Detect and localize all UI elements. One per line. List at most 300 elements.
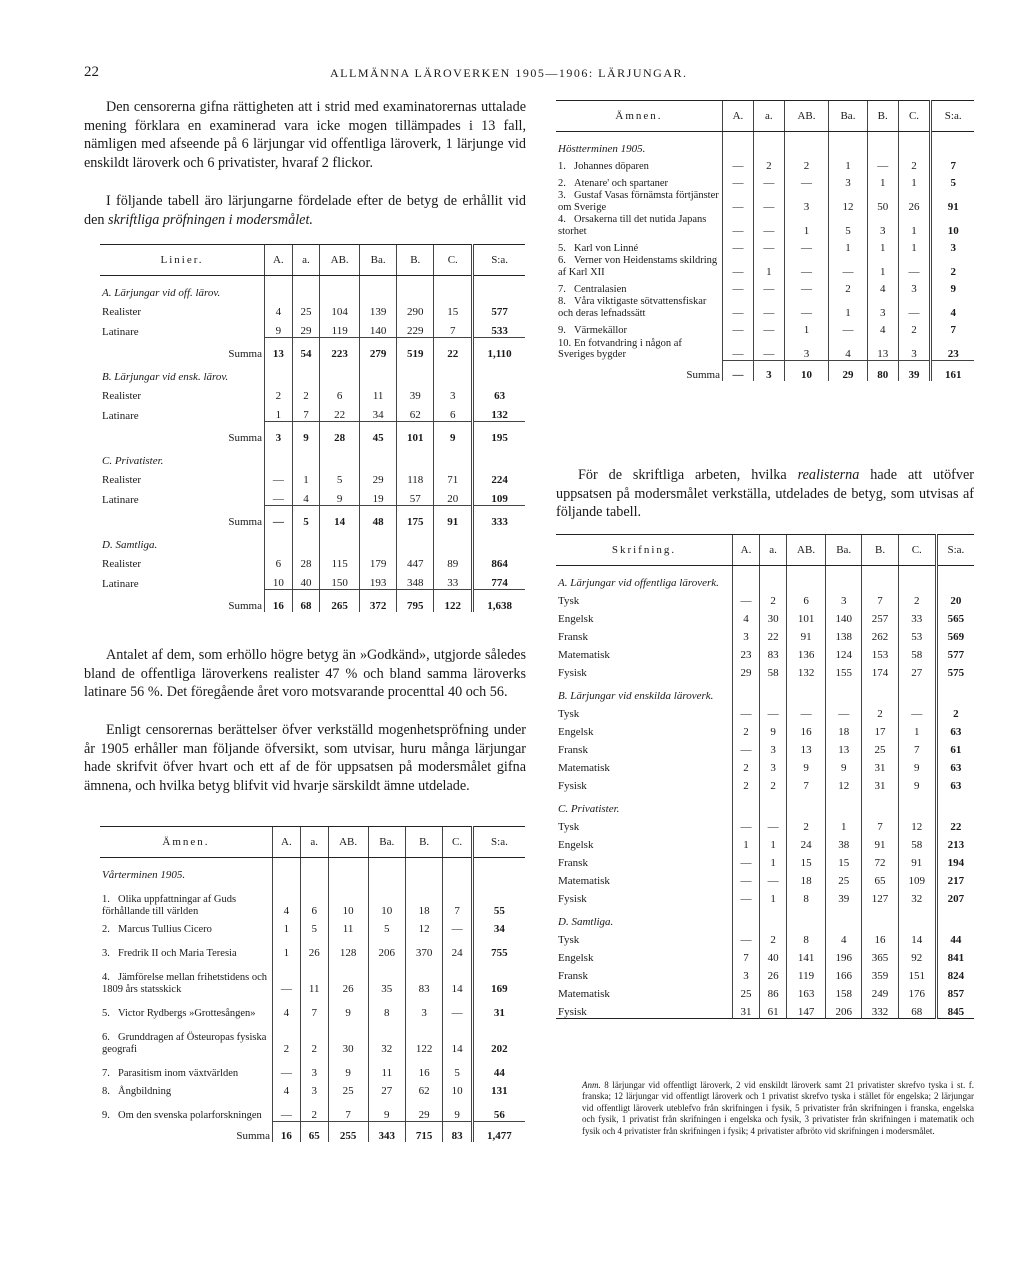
- table-row: [556, 661, 974, 679]
- cell-value: 150: [320, 570, 360, 590]
- cell-value: 3: [733, 625, 760, 643]
- cell-value: 169: [472, 959, 525, 995]
- cell-empty: [760, 566, 787, 590]
- cell-value: 16: [862, 928, 898, 946]
- cell-value: 715: [405, 1122, 442, 1143]
- cell-value: —: [784, 254, 828, 278]
- cell-value: 2: [784, 155, 828, 172]
- grade-header: a.: [300, 827, 328, 858]
- cell-value: —: [829, 254, 868, 278]
- row-label: Tysk: [558, 595, 580, 607]
- table-row: [556, 815, 974, 833]
- row-label: [556, 172, 723, 189]
- running-header: ALLMÄNNA LÄROVERKEN 1905—1906: LÄRJUNGAR.: [330, 66, 688, 80]
- cell-value: 224: [473, 467, 525, 486]
- cell-value: 61: [936, 738, 974, 756]
- row-number: 2.: [558, 177, 566, 189]
- cell-value: 122: [434, 590, 473, 613]
- page-number: 22: [84, 64, 99, 80]
- cell-value: 223: [320, 338, 360, 361]
- cell-empty: [320, 444, 360, 467]
- cell-value: —: [753, 189, 784, 213]
- row-label: Summa: [228, 600, 262, 612]
- cell-value: 3: [784, 189, 828, 213]
- row-title: Ångbildning: [118, 1085, 172, 1097]
- row-title: Victor Rydbergs »Grottesången»: [118, 1007, 256, 1019]
- cell-value: —: [273, 1097, 301, 1122]
- section-heading: D. Samtliga.: [102, 539, 158, 551]
- cell-value: 61: [760, 1000, 787, 1019]
- table-row: [556, 720, 974, 738]
- row-number: 7.: [102, 1067, 110, 1079]
- cell-empty: [472, 858, 525, 882]
- row-label: Matematisk: [558, 988, 610, 1000]
- cell-value: 6: [434, 402, 473, 422]
- cell-value: 139: [360, 299, 397, 318]
- table-row: [556, 589, 974, 607]
- cell-empty: [273, 858, 301, 882]
- cell-value: 9: [320, 486, 360, 506]
- grade-header: a.: [760, 535, 787, 566]
- cell-value: 89: [434, 551, 473, 570]
- row-label: Summa: [228, 516, 262, 528]
- cell-value: 2: [787, 815, 826, 833]
- row-label: Realister: [102, 390, 142, 402]
- cell-value: 68: [292, 590, 320, 613]
- table-row: [556, 869, 974, 887]
- cell-value: 62: [405, 1079, 442, 1097]
- cell-value: 1: [273, 917, 301, 935]
- table-row: [556, 625, 974, 643]
- cell-empty: [292, 360, 320, 383]
- cell-value: 26: [328, 959, 368, 995]
- cell-value: 348: [397, 570, 434, 590]
- cell-empty: [784, 132, 828, 156]
- grade-header: A.: [273, 827, 301, 858]
- cell-value: 119: [320, 318, 360, 338]
- cell-value: —: [898, 702, 936, 720]
- cell-value: 109: [898, 869, 936, 887]
- cell-value: 22: [320, 402, 360, 422]
- row-label: Fransk: [558, 970, 588, 982]
- cell-value: 28: [292, 551, 320, 570]
- table-row: [100, 318, 525, 338]
- footnote-label: Anm.: [582, 1080, 601, 1090]
- table-row: [556, 833, 974, 851]
- cell-value: 4: [273, 1079, 301, 1097]
- cell-value: 27: [898, 661, 936, 679]
- section-heading: Vårterminen 1905.: [102, 869, 186, 881]
- cell-value: 5: [443, 1055, 473, 1079]
- cell-value: —: [723, 336, 754, 361]
- paragraph-emphasis: realisterna: [797, 467, 860, 483]
- cell-value: 565: [936, 607, 974, 625]
- cell-value: 29: [405, 1097, 442, 1122]
- paragraph-text: I följande tabell äro lärjungarne fördelade efter de betyg de erhållit vid den: [84, 193, 526, 228]
- row-label: [100, 881, 273, 917]
- table-header-row: [556, 535, 974, 566]
- cell-value: 7: [300, 995, 328, 1019]
- row-label: Engelsk: [558, 613, 594, 625]
- cell-value: 23: [733, 643, 760, 661]
- cell-value: 16: [405, 1055, 442, 1079]
- row-label: [556, 213, 723, 237]
- cell-value: 2: [273, 1019, 301, 1055]
- cell-value: —: [753, 295, 784, 319]
- cell-value: 176: [898, 982, 936, 1000]
- cell-value: 1,638: [473, 590, 525, 613]
- cell-value: 857: [936, 982, 974, 1000]
- cell-value: 15: [434, 299, 473, 318]
- section-heading: D. Samtliga.: [558, 916, 614, 928]
- cell-empty: [405, 858, 442, 882]
- table-row: [100, 1097, 525, 1122]
- cell-value: 9: [434, 422, 473, 445]
- row-label: [100, 1019, 273, 1055]
- cell-empty: [723, 132, 754, 156]
- row-label: [100, 1055, 273, 1079]
- cell-value: 34: [472, 917, 525, 935]
- cell-value: —: [723, 237, 754, 254]
- cell-value: 5: [300, 917, 328, 935]
- cell-value: 16: [787, 720, 826, 738]
- cell-value: 179: [360, 551, 397, 570]
- cell-value: 577: [473, 299, 525, 318]
- cell-value: 53: [898, 625, 936, 643]
- cell-empty: [787, 905, 826, 928]
- grade-header: B.: [862, 535, 898, 566]
- row-label: Matematisk: [558, 762, 610, 774]
- row-label: Summa: [228, 432, 262, 444]
- table-row: [556, 336, 974, 361]
- cell-value: —: [733, 869, 760, 887]
- cell-value: 92: [898, 946, 936, 964]
- cell-empty: [760, 792, 787, 815]
- cell-value: 10: [443, 1079, 473, 1097]
- grade-header: A.: [265, 245, 293, 276]
- cell-value: 38: [826, 833, 862, 851]
- cell-value: —: [760, 702, 787, 720]
- cell-value: 57: [397, 486, 434, 506]
- row-number: 4.: [102, 972, 110, 983]
- cell-value: —: [784, 278, 828, 295]
- cell-value: 4: [273, 881, 301, 917]
- paragraph-censors: [84, 98, 526, 172]
- cell-value: 141: [787, 946, 826, 964]
- cell-value: 22: [760, 625, 787, 643]
- section-heading: Höstterminen 1905.: [558, 143, 646, 155]
- paragraph-realister: [556, 466, 974, 522]
- cell-value: 25: [328, 1079, 368, 1097]
- cell-value: 55: [472, 881, 525, 917]
- cell-value: 2: [753, 155, 784, 172]
- row-title: Atenare' och spartaner: [574, 177, 669, 189]
- cell-value: 1: [898, 720, 936, 738]
- cell-value: 3: [300, 1079, 328, 1097]
- cell-value: 7: [787, 774, 826, 792]
- cell-value: —: [760, 815, 787, 833]
- row-label: Fysisk: [558, 780, 587, 792]
- table-row: [556, 774, 974, 792]
- cell-value: 864: [473, 551, 525, 570]
- cell-value: —: [265, 506, 293, 529]
- cell-value: —: [898, 295, 931, 319]
- cell-empty: [397, 444, 434, 467]
- cell-value: 2: [733, 720, 760, 738]
- cell-value: 50: [867, 189, 898, 213]
- row-label: [556, 278, 723, 295]
- cell-value: 19: [360, 486, 397, 506]
- cell-value: 1: [867, 254, 898, 278]
- cell-value: 9: [826, 756, 862, 774]
- cell-value: 2: [829, 278, 868, 295]
- cell-value: 25: [292, 299, 320, 318]
- cell-value: 31: [862, 774, 898, 792]
- section-heading-row: [556, 792, 974, 815]
- row-label: Fysisk: [558, 1006, 587, 1018]
- cell-empty: [898, 679, 936, 702]
- row-label: Realister: [102, 558, 142, 570]
- table-row: [556, 643, 974, 661]
- cell-empty: [829, 132, 868, 156]
- cell-value: 9: [368, 1097, 405, 1122]
- cell-value: 206: [826, 1000, 862, 1019]
- cell-value: 22: [936, 815, 974, 833]
- cell-value: 1: [898, 213, 931, 237]
- row-number: 4.: [558, 214, 566, 225]
- cell-value: —: [753, 278, 784, 295]
- cell-value: 3: [733, 964, 760, 982]
- cell-value: 3: [784, 336, 828, 361]
- cell-value: 32: [898, 887, 936, 905]
- cell-value: 1: [733, 833, 760, 851]
- cell-value: 4: [867, 278, 898, 295]
- cell-value: 1: [760, 833, 787, 851]
- cell-value: —: [787, 702, 826, 720]
- cell-value: 3: [826, 589, 862, 607]
- grade-header: Ba.: [360, 245, 397, 276]
- cell-value: 7: [434, 318, 473, 338]
- cell-empty: [434, 276, 473, 300]
- row-label: [556, 254, 723, 278]
- table-row: [100, 995, 525, 1019]
- cell-value: 31: [472, 995, 525, 1019]
- cell-empty: [936, 792, 974, 815]
- section-heading-row: [100, 276, 525, 300]
- cell-value: —: [784, 172, 828, 189]
- grade-header: S:a.: [472, 827, 525, 858]
- cell-value: —: [753, 237, 784, 254]
- row-number: 5.: [558, 242, 566, 254]
- cell-empty: [753, 132, 784, 156]
- row-title: Verner von Heidenstams skildring af Karl XII: [558, 255, 718, 278]
- cell-value: 127: [862, 887, 898, 905]
- cell-value: 519: [397, 338, 434, 361]
- cell-value: 13: [867, 336, 898, 361]
- cell-value: 35: [368, 959, 405, 995]
- cell-empty: [360, 528, 397, 551]
- cell-value: —: [733, 928, 760, 946]
- cell-value: 2: [733, 756, 760, 774]
- cell-value: —: [723, 155, 754, 172]
- cell-value: 140: [360, 318, 397, 338]
- cell-value: 29: [360, 467, 397, 486]
- cell-value: 9: [898, 756, 936, 774]
- cell-value: 56: [472, 1097, 525, 1122]
- cell-value: —: [273, 1055, 301, 1079]
- paragraph-overview: [84, 721, 526, 795]
- row-title: En fotvandring i någon af Sveriges bygder: [558, 337, 682, 360]
- row-label: Tysk: [558, 821, 580, 833]
- table-row: [556, 237, 974, 254]
- table-header-row: [556, 101, 974, 132]
- grade-header: S:a.: [936, 535, 974, 566]
- cell-value: 26: [898, 189, 931, 213]
- cell-value: 265: [320, 590, 360, 613]
- cell-value: 58: [760, 661, 787, 679]
- cell-value: 262: [862, 625, 898, 643]
- cell-value: 2: [898, 589, 936, 607]
- cell-value: 44: [472, 1055, 525, 1079]
- cell-empty: [292, 528, 320, 551]
- cell-value: 91: [931, 189, 974, 213]
- table-row: [556, 982, 974, 1000]
- cell-value: 17: [862, 720, 898, 738]
- sum-row: [100, 338, 525, 361]
- row-label: [100, 917, 273, 935]
- table-row: [100, 881, 525, 917]
- cell-value: 3: [753, 361, 784, 382]
- row-label: [100, 1097, 273, 1122]
- cell-empty: [473, 360, 525, 383]
- cell-empty: [826, 679, 862, 702]
- cell-value: 9: [760, 720, 787, 738]
- table-linier: [100, 244, 525, 612]
- cell-value: 58: [898, 643, 936, 661]
- cell-value: 6: [300, 881, 328, 917]
- cell-value: 8: [787, 928, 826, 946]
- cell-value: 4: [273, 995, 301, 1019]
- cell-value: —: [443, 917, 473, 935]
- cell-empty: [397, 276, 434, 300]
- cell-value: —: [867, 155, 898, 172]
- cell-value: 16: [273, 1122, 301, 1143]
- cell-value: 68: [898, 1000, 936, 1019]
- table-row: [100, 299, 525, 318]
- cell-value: 12: [829, 189, 868, 213]
- cell-value: 10: [328, 881, 368, 917]
- cell-empty: [898, 905, 936, 928]
- cell-empty: [826, 566, 862, 590]
- cell-value: 25: [733, 982, 760, 1000]
- cell-value: —: [733, 738, 760, 756]
- row-number: 8.: [102, 1085, 110, 1097]
- cell-value: 206: [368, 935, 405, 959]
- cell-value: 13: [265, 338, 293, 361]
- cell-empty: [867, 132, 898, 156]
- cell-value: 101: [787, 607, 826, 625]
- table-row: [556, 213, 974, 237]
- table-row: [556, 928, 974, 946]
- cell-value: 9: [787, 756, 826, 774]
- section-heading-row: [100, 444, 525, 467]
- table-row: [100, 551, 525, 570]
- cell-value: 138: [826, 625, 862, 643]
- cell-value: 1: [265, 402, 293, 422]
- cell-value: 3: [898, 336, 931, 361]
- grade-header: B.: [405, 827, 442, 858]
- table-row: [100, 467, 525, 486]
- cell-value: 22: [434, 338, 473, 361]
- cell-value: 5: [320, 467, 360, 486]
- cell-value: 2: [898, 319, 931, 336]
- cell-value: 195: [473, 422, 525, 445]
- cell-value: 119: [787, 964, 826, 982]
- table-row: [556, 1000, 974, 1019]
- cell-value: 3: [265, 422, 293, 445]
- cell-empty: [397, 360, 434, 383]
- cell-value: 5: [829, 213, 868, 237]
- cell-value: 845: [936, 1000, 974, 1019]
- cell-value: 65: [862, 869, 898, 887]
- grade-header: Ba.: [829, 101, 868, 132]
- cell-value: 40: [292, 570, 320, 590]
- cell-value: 10: [265, 570, 293, 590]
- cell-value: 9: [265, 318, 293, 338]
- row-label: Summa: [228, 348, 262, 360]
- row-label: [100, 959, 273, 995]
- cell-value: 34: [360, 402, 397, 422]
- cell-value: 255: [328, 1122, 368, 1143]
- grade-header: AB.: [784, 101, 828, 132]
- cell-empty: [265, 444, 293, 467]
- sum-row: [100, 506, 525, 529]
- table-row: [100, 1055, 525, 1079]
- cell-value: 58: [898, 833, 936, 851]
- cell-empty: [826, 905, 862, 928]
- cell-value: 31: [733, 1000, 760, 1019]
- cell-value: 132: [787, 661, 826, 679]
- cell-value: 824: [936, 964, 974, 982]
- cell-empty: [292, 276, 320, 300]
- paragraph-text: Enligt censorernas berättelser öfver verkställd mogenhetspröfning under år 1905 erhåller man följande öfversikt, som utvisar, huru många lärjungar hade skrifvit öfver hvart och ett af de för uppsatsen på modersmålet gifna ämnena, och hvilka betyg blifvit vid hvarje särskildt ämne utdelade.: [84, 722, 526, 794]
- cell-value: 11: [360, 383, 397, 402]
- cell-value: 140: [826, 607, 862, 625]
- cell-empty: [760, 905, 787, 928]
- cell-value: 1: [898, 172, 931, 189]
- cell-value: 343: [368, 1122, 405, 1143]
- paragraph-godkand: [84, 646, 526, 702]
- cell-empty: [368, 858, 405, 882]
- cell-value: 4: [867, 319, 898, 336]
- table-row: [556, 946, 974, 964]
- cell-value: 7: [443, 881, 473, 917]
- row-number: 8.: [558, 296, 566, 307]
- cell-empty: [300, 858, 328, 882]
- cell-value: 151: [898, 964, 936, 982]
- row-label: Matematisk: [558, 649, 610, 661]
- cell-value: 18: [787, 869, 826, 887]
- paragraph-text: Antalet af dem, som erhöllo högre betyg än »Godkänd», utgjorde således bland de offentliga läroverkens realister 47 % och bland samma läroverks latinare 56 %. Det föregående året voro motsvarande procenttal 40 och 56.: [84, 647, 526, 701]
- cell-value: 9: [328, 995, 368, 1019]
- cell-value: —: [784, 295, 828, 319]
- cell-value: 2: [862, 702, 898, 720]
- cell-value: 2: [898, 155, 931, 172]
- cell-value: —: [723, 295, 754, 319]
- table-row: [556, 278, 974, 295]
- table-row: [556, 189, 974, 213]
- cell-empty: [434, 444, 473, 467]
